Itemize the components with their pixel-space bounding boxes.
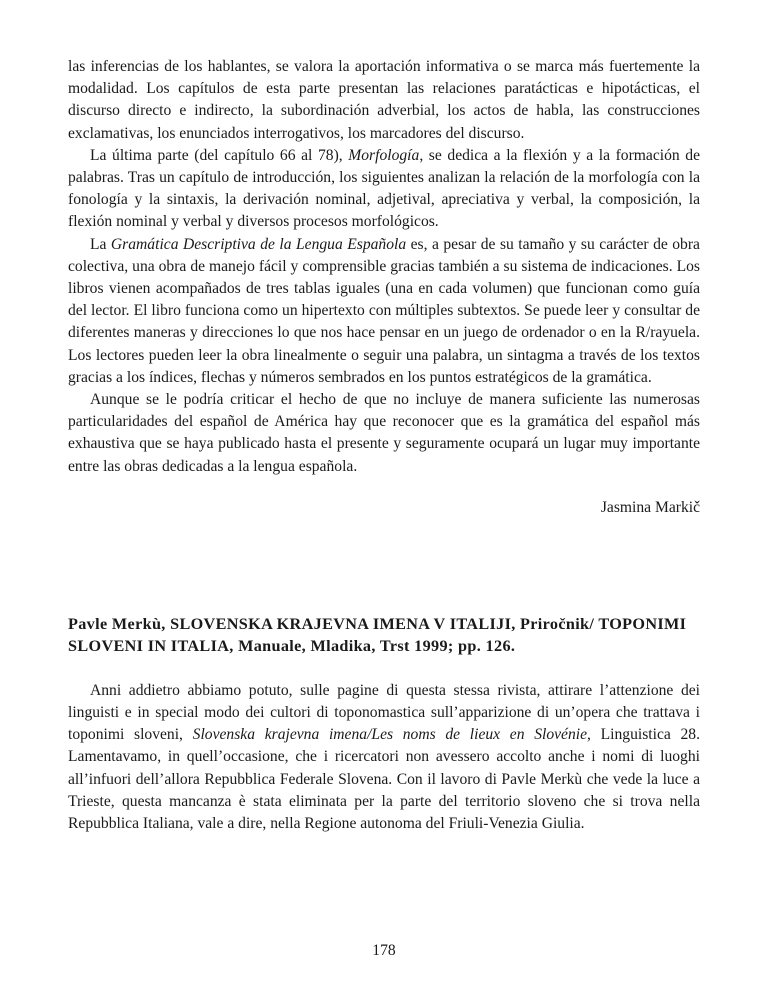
- page-content: [68, 56, 700, 835]
- spanish-review-paragraph-4: Aunque se le podría criticar el hecho de que no incluye de manera suficiente las numerosas particularidades del español de América hay que reconocer que es la gramática del español más exhaustiva que se haya publicado hasta el presente y seguramente ocupará un lugar muy importante entre las obras dedicadas a la lengua española.: [68, 391, 700, 475]
- italian-review-paragraph-1: [68, 680, 700, 835]
- page-number: 178: [372, 942, 396, 959]
- spanish-review-paragraph-1: las inferencias de los hablantes, se valora la aportación informativa o se marca más fuertemente la modalidad. Los capítulos de esta parte presentan las relaciones paratácticas e hipotácticas, el discurso directo e indirecto, la subordinación adverbial, los actos de habla, las construcciones exclamativas, los enunciados interrogativos, los marcadores del discurso.: [68, 58, 700, 142]
- paragraph-text: , se dedica a la flexión y a la formación de palabras. Tras un capítulo de introducción, los siguientes analizan la relación de la morfología con la fonología y la sintaxis, la derivación nominal, adjetival, apreciativa y verbal, la composición, la flexión nominal y verbal y diversos procesos morfológicos.: [68, 146, 700, 231]
- author-signature: Jasmina Markič: [600, 498, 700, 516]
- spanish-review-paragraph-3: [68, 234, 700, 389]
- paragraph-text: La última parte (del capítulo 66 al 78),: [90, 146, 349, 164]
- review-heading: Pavle Merkù, SLOVENSKA KRAJEVNA IMENA V ITALIJI, Priročnik/ TOPONIMI SLOVENI IN ITALIA, Manuale, Mladika, Trst 1999; pp. 126.: [68, 614, 687, 656]
- italic-title: Gramática Descriptiva de la Lengua Española: [110, 235, 407, 253]
- paragraph-text: es, a pesar de su tamaño y su carácter de obra colectiva, una obra de manejo fácil y comprensible gracias también a su sistema de indicaciones. Los libros vienen acompañados de tres tablas iguales (una en cada volumen) que funcionan como guía del lector. El libro funciona como un hipertexto con múltiples subtextos. Se puede leer y consultar de diferentes maneras y direcciones lo que nos hace pensar en un juego de ordenador o en la R/rayuela. Los lectores pueden leer la obra linealmente o seguir una palabra, un sintagma a través de los textos gracias a los índices, flechas y números sembrados en los puntos estratégicos de la gramática.: [68, 235, 700, 386]
- paragraph-text: La: [90, 235, 111, 253]
- paragraph-text: , Linguistica 28. Lamentavamo, in quell’occasione, che i ricercatori non avessero accolto anche i nomi di luoghi all’infuori dell’allora Repubblica Federale Slovena. Con il lavoro di Pavle Merkù che vede la luce a Trieste, questa mancanza è stata eliminata per la parte del territorio sloveno che si trova nella Repubblica Italiana, vale a dire, nella Regione autonoma del Friuli-Venezia Giulia.: [68, 726, 700, 833]
- italic-title: Morfología: [348, 146, 420, 164]
- italic-title: Slovenska krajevna imena/Les noms de lieux en Slovénie: [192, 726, 588, 744]
- spanish-review-paragraph-2: [68, 145, 700, 234]
- paragraph-text: Anni addietro abbiamo potuto, sulle pagine di questa stessa rivista, attirare l’attenzione dei linguisti e in special modo dei cultori di toponomastica sull’apparizione di un’opera che trattava i toponimi sloveni,: [68, 681, 700, 744]
